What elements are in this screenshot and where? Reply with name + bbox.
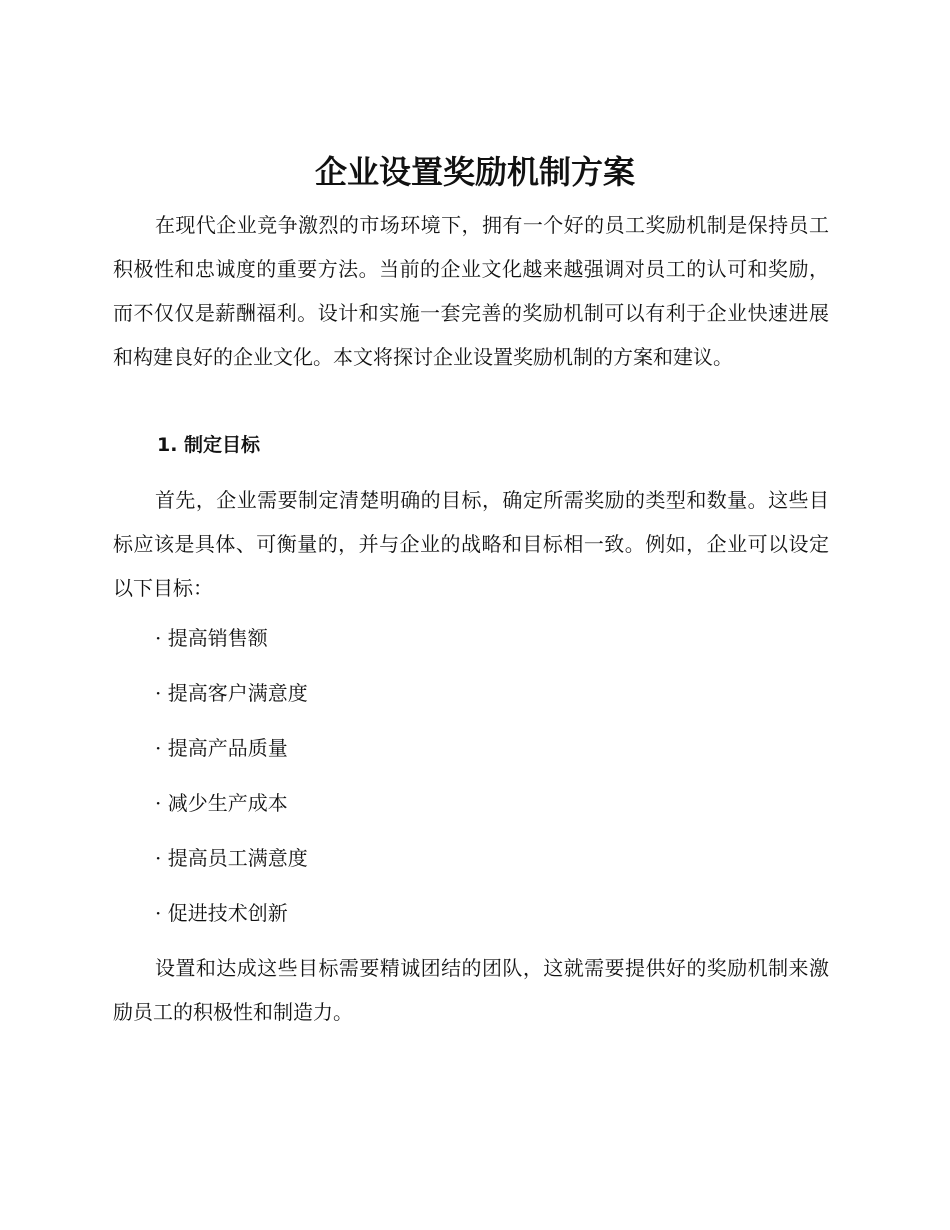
bullet-item: · 提高销售额 <box>155 626 268 650</box>
bullet-item: · 提高客户满意度 <box>155 681 308 705</box>
bullet-item: · 促进技术创新 <box>155 901 288 925</box>
document-title: 企业设置奖励机制方案 <box>314 153 635 191</box>
section-heading: 1. 制定目标 <box>157 434 261 456</box>
closing-paragraph: 设置和达成这些目标需要精诚团结的团队，这就需要提供好的奖励机制来激励员工的积极性和制造力。 <box>113 956 829 1024</box>
section-paragraph: 首先，企业需要制定清楚明确的目标，确定所需奖励的类型和数量。这些目标应该是具体、可衡量的，并与企业的战略和目标相一致。例如，企业可以设定以下目标： <box>113 488 829 600</box>
bullet-item: · 减少生产成本 <box>155 791 288 815</box>
bullet-item: · 提高产品质量 <box>155 736 288 760</box>
intro-paragraph: 在现代企业竞争激烈的市场环境下，拥有一个好的员工奖励机制是保持员工积极性和忠诚度的重要方法。当前的企业文化越来越强调对员工的认可和奖励，而不仅仅是薪酬福利。设计和实施一套完善的奖励机制可以有利于企业快速进展和构建良好的企业文化。本文将探讨企业设置奖励机制的方案和建议。 <box>113 213 829 369</box>
bullet-item: · 提高员工满意度 <box>155 846 308 870</box>
